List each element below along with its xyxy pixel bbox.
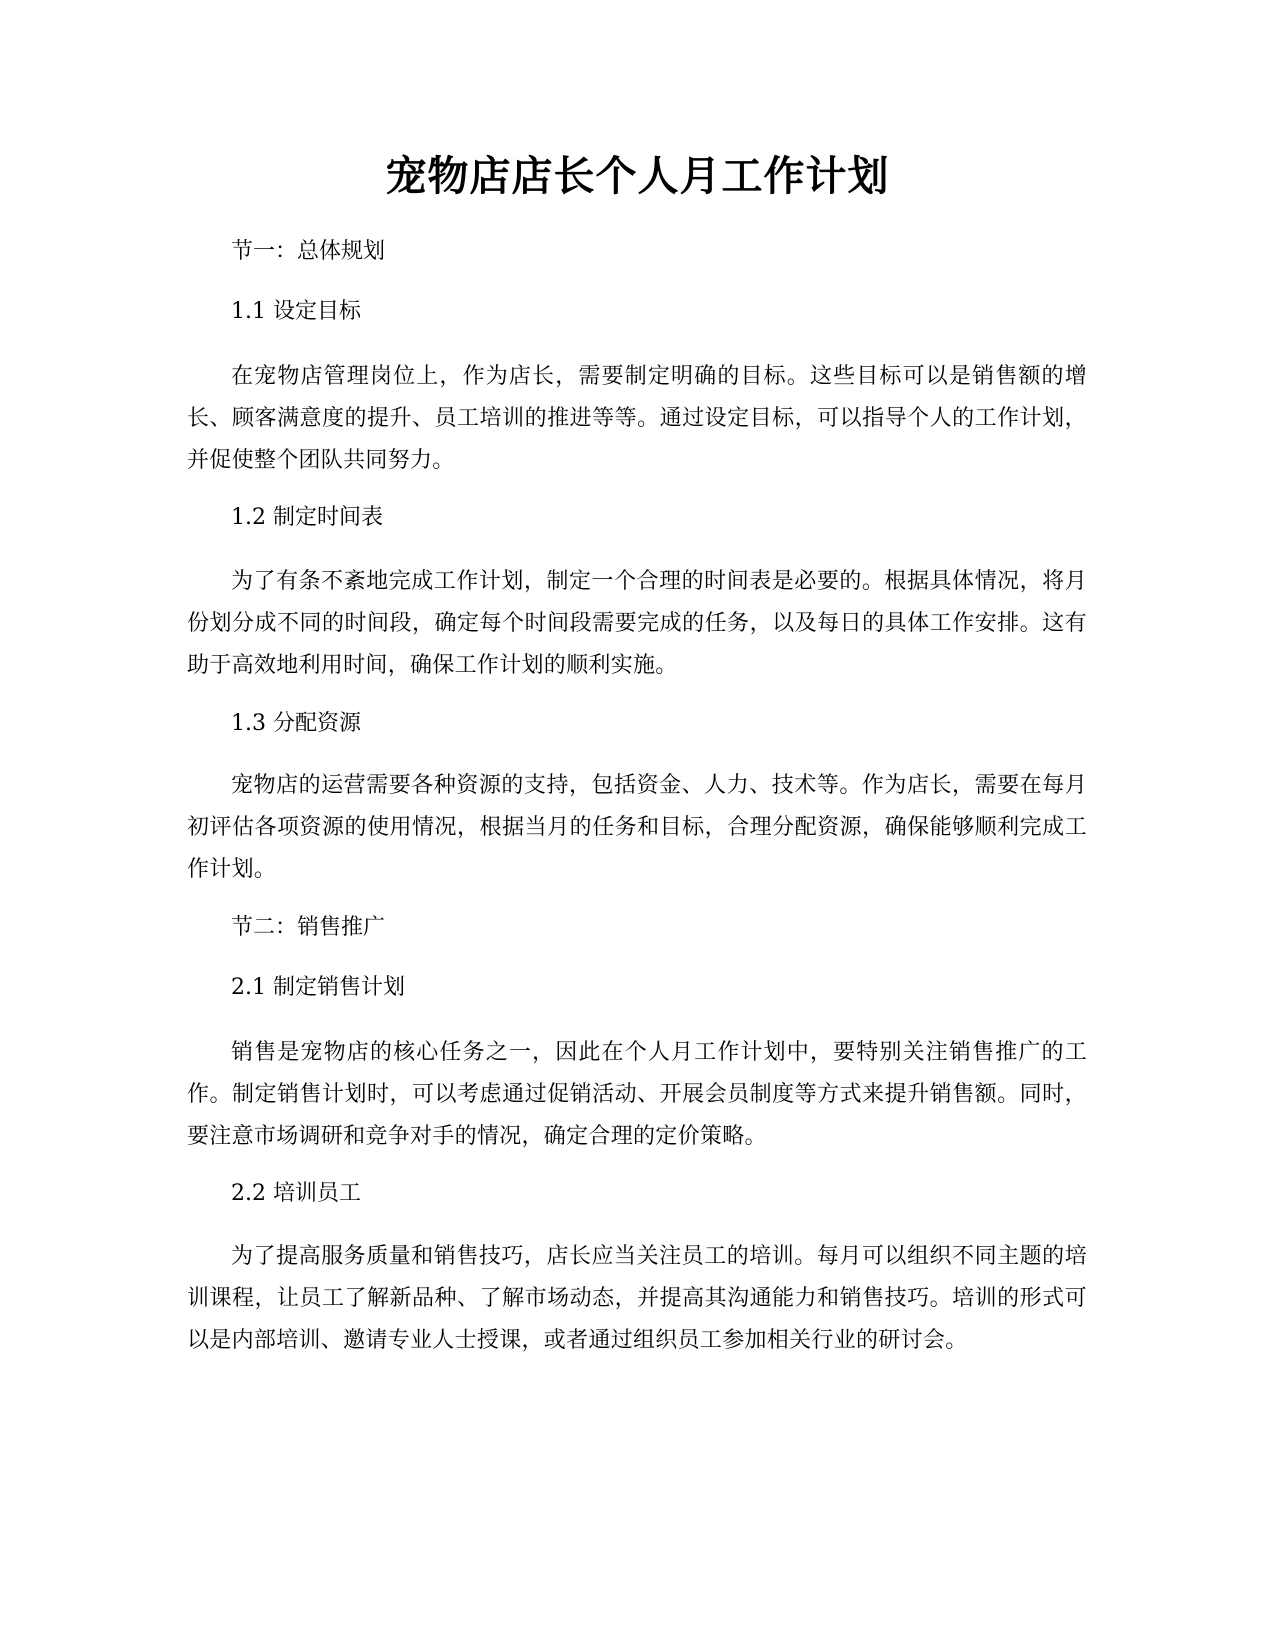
body-paragraph: 为了有条不紊地完成工作计划，制定一个合理的时间表是必要的。根据具体情况，将月份划分成不同的时间段，确定每个时间段需要完成的任务，以及每日的具体工作安排。这有助于高效地利用时间，确保工作计划的顺利实施。 xyxy=(187,569,1087,678)
subsection-heading: 1.3 分配资源 xyxy=(231,711,361,736)
body-paragraph: 为了提高服务质量和销售技巧，店长应当关注员工的培训。每月可以组织不同主题的培训课程，让员工了解新品种、了解市场动态，并提高其沟通能力和销售技巧。培训的形式可以是内部培训、邀请专业人士授课，或者通过组织员工参加相关行业的研讨会。 xyxy=(187,1244,1087,1353)
body-paragraph: 在宠物店管理岗位上，作为店长，需要制定明确的目标。这些目标可以是销售额的增长、顾客满意度的提升、员工培训的推进等等。通过设定目标，可以指导个人的工作计划，并促使整个团队共同努力。 xyxy=(187,364,1087,473)
body-paragraph: 宠物店的运营需要各种资源的支持，包括资金、人力、技术等。作为店长，需要在每月初评估各项资源的使用情况，根据当月的任务和目标，合理分配资源，确保能够顺利完成工作计划。 xyxy=(187,773,1087,882)
subsection-heading: 2.1 制定销售计划 xyxy=(231,975,405,1000)
body-paragraph: 销售是宠物店的核心任务之一，因此在个人月工作计划中，要特别关注销售推广的工作。制定销售计划时，可以考虑通过促销活动、开展会员制度等方式来提升销售额。同时，要注意市场调研和竞争对手的情况，确定合理的定价策略。 xyxy=(187,1040,1087,1149)
subsection-heading: 2.2 培训员工 xyxy=(231,1181,361,1206)
section-heading: 节一：总体规划 xyxy=(231,239,386,264)
subsection-heading: 1.1 设定目标 xyxy=(231,299,361,324)
subsection-heading: 1.2 制定时间表 xyxy=(231,505,383,530)
document-title: 宠物店店长个人月工作计划 xyxy=(385,152,890,200)
section-heading: 节二：销售推广 xyxy=(231,915,386,940)
